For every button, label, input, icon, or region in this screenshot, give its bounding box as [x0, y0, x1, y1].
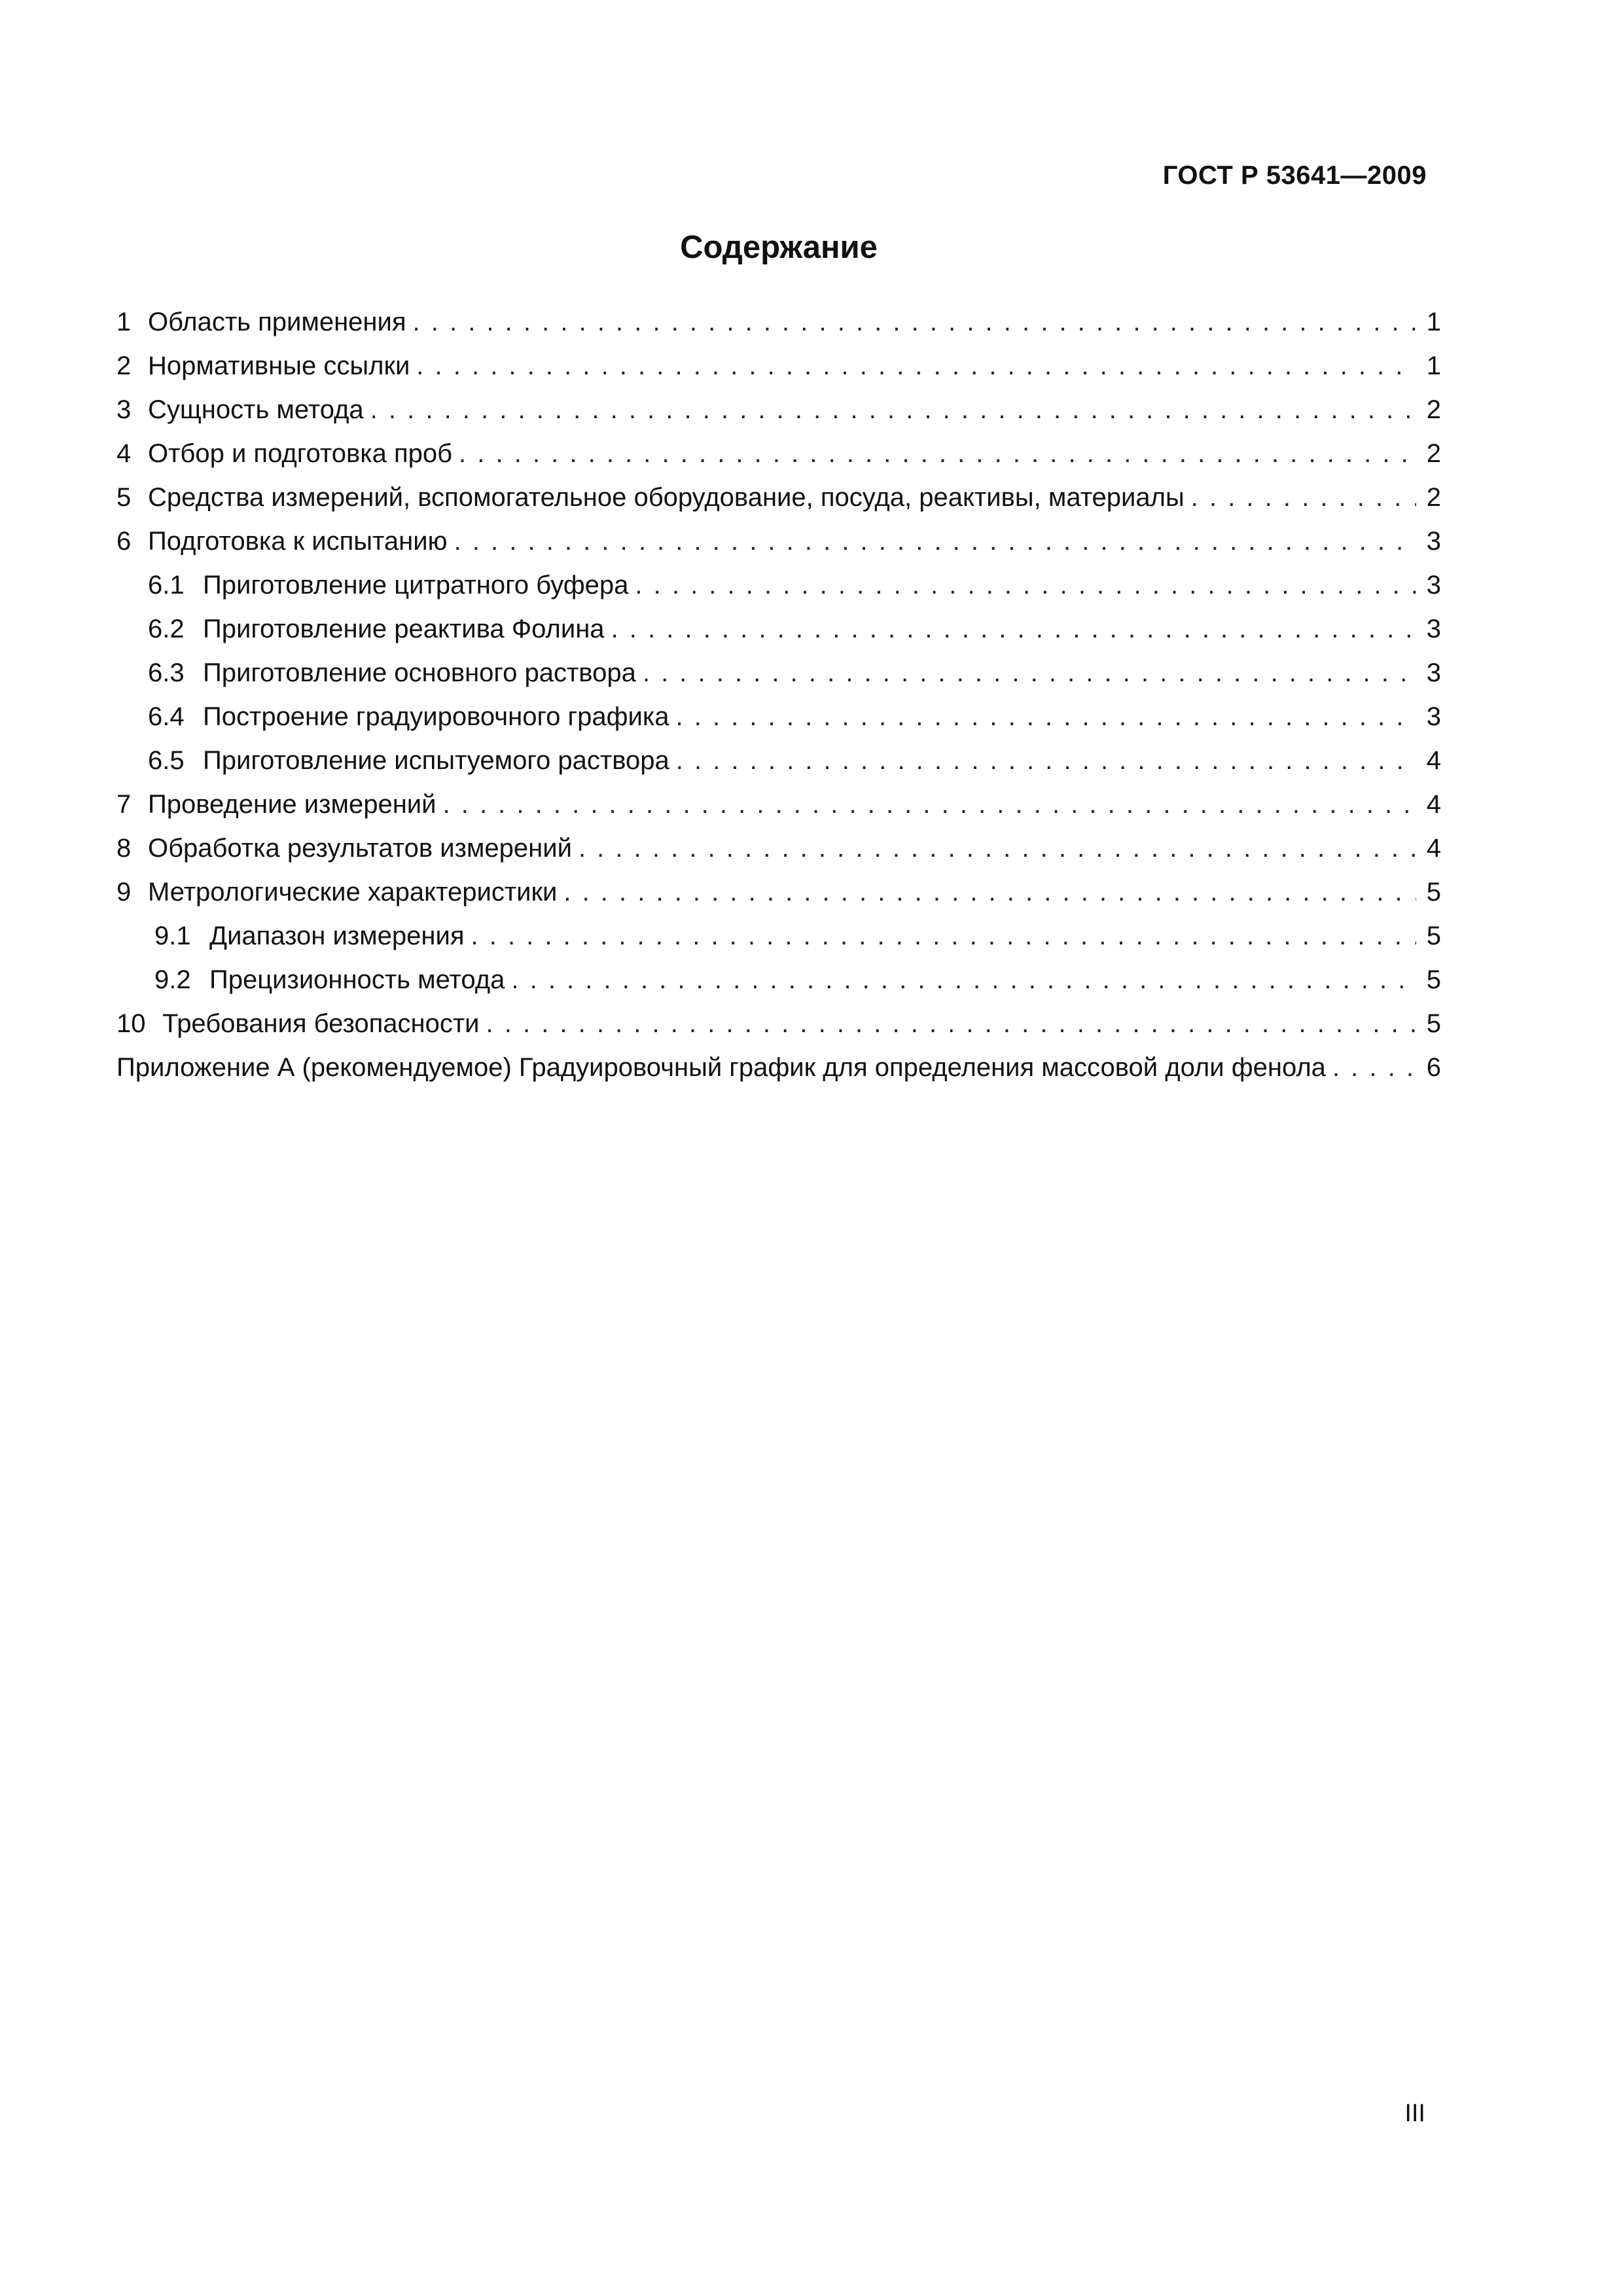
toc-leader-dots — [416, 351, 1416, 381]
toc-entry-number: 3 — [116, 395, 132, 424]
toc-entry[interactable] — [116, 790, 1441, 834]
toc-leader-dots — [486, 1009, 1416, 1039]
toc-entry-number: 7 — [116, 790, 132, 819]
toc-entry-title: Диапазон измерения — [209, 922, 465, 950]
toc-entry-title: Построение градуировочного графика — [203, 702, 669, 731]
toc-entry[interactable] — [116, 834, 1441, 878]
toc-leader-dots — [454, 527, 1416, 556]
toc-entry-number: 1 — [116, 308, 132, 336]
toc-leader-dots — [675, 702, 1416, 732]
toc-entry-title: Отбор и подготовка проб — [148, 439, 453, 468]
toc-entry-number: 2 — [116, 351, 132, 380]
toc-entry-page: 3 — [1426, 615, 1441, 643]
toc-entry-number: 9 — [116, 878, 132, 906]
toc-entry-number: 6.2 — [148, 615, 185, 643]
toc-title: Содержание — [680, 230, 878, 265]
toc-leader-dots — [511, 965, 1416, 995]
toc-entry-number: 4 — [116, 439, 132, 468]
toc-leader-dots — [579, 834, 1416, 863]
toc-entry-number: 8 — [116, 834, 132, 863]
toc-entry-title: Приготовление основного раствора — [203, 658, 636, 687]
toc-entry[interactable] — [116, 483, 1441, 527]
toc-entry[interactable] — [116, 439, 1441, 483]
toc-entry-title: Обработка результатов измерений — [148, 834, 572, 863]
toc-entry-title: Приготовление реактива Фолина — [203, 615, 605, 643]
toc-entry-title: Метрологические характеристики — [148, 878, 558, 906]
toc-entry-number: 9.2 — [154, 965, 191, 994]
toc-subentry[interactable] — [116, 658, 1441, 702]
toc-leader-dots — [443, 790, 1417, 819]
toc-entry-page: 2 — [1426, 395, 1441, 424]
toc-entry-page: 4 — [1426, 790, 1441, 819]
toc-entry-title: Прецизионность метода — [209, 965, 505, 994]
toc-appendix-entry[interactable] — [116, 1053, 1441, 1097]
toc-subentry[interactable] — [116, 746, 1441, 790]
page-number: III — [1404, 2100, 1425, 2127]
toc-entry-page: 5 — [1426, 965, 1441, 994]
toc-entry-number: 6.3 — [148, 658, 185, 687]
toc-entry-page: 3 — [1426, 702, 1441, 731]
toc-entry-number: 6 — [116, 527, 132, 556]
toc-leader-dots — [611, 615, 1416, 644]
toc-entry-page: 3 — [1426, 571, 1441, 600]
toc-entry-page: 4 — [1426, 834, 1441, 863]
toc-leader-dots — [1332, 1053, 1416, 1083]
toc-entry-title: Подготовка к испытанию — [148, 527, 448, 556]
toc-entry-page: 3 — [1426, 658, 1441, 687]
toc-entry[interactable] — [116, 878, 1441, 922]
toc-entry-page: 5 — [1426, 878, 1441, 906]
toc-entry-title: Средства измерений, вспомогательное оборудование, посуда, реактивы, материалы — [148, 483, 1185, 512]
toc-entry-page: 6 — [1426, 1053, 1441, 1082]
toc-leader-dots — [1191, 483, 1416, 512]
toc-entry-number: 5 — [116, 483, 132, 512]
toc-entry-number: 6.5 — [148, 746, 185, 775]
toc-entry-page: 1 — [1426, 308, 1441, 336]
toc-entry[interactable] — [116, 527, 1441, 571]
toc-entry-page: 2 — [1426, 439, 1441, 468]
toc-entry-title: Проведение измерений — [148, 790, 437, 819]
toc-entry-title: Требования безопасности — [162, 1009, 480, 1038]
toc-entry[interactable] — [116, 395, 1441, 439]
toc-entry-number: 10 — [116, 1009, 146, 1038]
document-code: ГОСТ Р 53641—2009 — [1162, 161, 1427, 190]
toc-entry[interactable] — [116, 1009, 1441, 1053]
toc-leader-dots — [370, 395, 1416, 425]
toc-entry-page: 5 — [1426, 922, 1441, 950]
toc-entry-title: Приготовление цитратного буфера — [203, 571, 629, 600]
toc-entry-title: Сущность метода — [148, 395, 364, 424]
toc-entry-title: Нормативные ссылки — [148, 351, 410, 380]
toc-subentry[interactable] — [116, 702, 1441, 746]
toc-entry-title: Приготовление испытуемого раствора — [203, 746, 669, 775]
toc-entry-page: 3 — [1426, 527, 1441, 556]
table-of-contents — [116, 308, 1441, 1097]
toc-entry-page: 2 — [1426, 483, 1441, 512]
toc-leader-dots — [471, 922, 1417, 951]
toc-subentry[interactable] — [116, 615, 1441, 658]
toc-subentry[interactable] — [116, 922, 1441, 965]
toc-entry-number: 6.4 — [148, 702, 185, 731]
toc-entry-number: 9.1 — [154, 922, 191, 950]
toc-leader-dots — [635, 571, 1416, 600]
toc-entry-number: 6.1 — [148, 571, 185, 600]
toc-subentry[interactable] — [116, 965, 1441, 1009]
toc-subentry[interactable] — [116, 571, 1441, 615]
toc-entry-page: 1 — [1426, 351, 1441, 380]
toc-entry-page: 4 — [1426, 746, 1441, 775]
toc-leader-dots — [563, 878, 1416, 907]
toc-leader-dots — [643, 658, 1416, 688]
toc-entry[interactable] — [116, 351, 1441, 395]
toc-leader-dots — [413, 308, 1416, 337]
toc-entry-title: Область применения — [148, 308, 406, 336]
toc-entry[interactable] — [116, 308, 1441, 351]
toc-leader-dots — [459, 439, 1416, 469]
toc-entry-page: 5 — [1426, 1009, 1441, 1038]
toc-entry-title: Приложение А (рекомендуемое) Градуировочный график для определения массовой доли фенола — [116, 1053, 1326, 1082]
toc-leader-dots — [676, 746, 1416, 776]
